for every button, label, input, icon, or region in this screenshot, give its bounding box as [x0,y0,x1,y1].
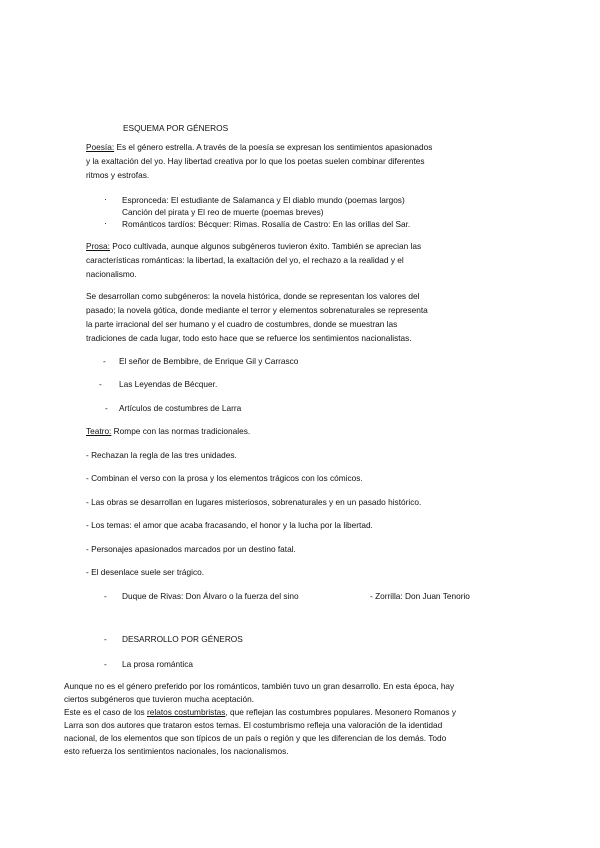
teatro-intro-line [86,425,250,437]
teatro-point-5: - Personajes apasionados marcados por un destino fatal. [86,544,296,554]
prosa-line-2: características románticas: la libertad, la exaltación del yo, el rechazo a la realidad y el [86,255,404,265]
poesia-line-3: ritmos y estrofas. [86,170,150,180]
bullet-marker: · [104,218,107,228]
teatro-point-3: - Las obras se desarrollan en lugares misteriosos, sobrenaturales y en un pasado histórico. [86,497,422,507]
relatos-costumbristas-term: relatos costumbristas [147,707,226,717]
poesia-bullet-1-line-2: Canción del pirata y El reo de muerte (poemas breves) [122,207,324,217]
poesia-line-1 [86,141,432,153]
teatro-works-right: - Zorrilla: Don Juan Tenorio [370,591,470,601]
bullet-marker: · [104,194,107,204]
list-dash: - [104,591,107,601]
prosa-item-3: Artículos de costumbres de Larra [119,403,242,413]
list-dash: - [103,356,106,366]
prosa-para2-line-3: la parte irracional del ser humano y el cuadro de costumbres, donde se muestran las [86,319,398,329]
poesia-label: Poesía: [86,142,115,152]
teatro-intro: Rompe con las normas tradicionales. [111,426,251,436]
teatro-point-2: - Combinan el verso con la prosa y los elementos trágicos con los cómicos. [86,473,363,483]
poesia-bullet-2: Románticos tardíos: Bécquer: Rimas. Rosalía de Castro: En las orillas del Sar. [122,219,411,229]
prosa-item-2: Las Leyendas de Bécquer. [119,379,218,389]
closing-line-3-pre: Este es el caso de los [64,707,148,717]
closing-line-3-post: , que reflejan las costumbres populares. Mesonero Romanos y [225,707,456,717]
teatro-point-6: - El desenlace suele ser trágico. [86,567,205,577]
list-dash: - [99,379,102,389]
prosa-line-1 [86,240,421,252]
prosa-para2-line-2: pasado; la novela gótica, donde mediante el terror y elementos sobrenaturales se representa [86,305,428,315]
list-dash: - [104,634,107,644]
prosa-label: Prosa: [86,241,110,251]
closing-line-2: ciertos subgéneros que tuvieron mucha aceptación. [64,694,255,704]
prosa-item-1: El señor de Bembibre, de Enrique Gil y Carrasco [119,356,299,366]
closing-line-4: Larra son dos autores que trataron estos temas. El costumbrismo refleja una valoración de la identidad [64,720,443,730]
section-heading-esquema: ESQUEMA POR GÉNEROS [123,123,229,133]
prosa-line-3: nacionalismo. [86,269,137,279]
prosa-para2-line-4: tradiciones de cada lugar, todo esto hace que se refuerce los sentimientos nacionalistas. [86,333,412,343]
closing-line-1: Aunque no es el género preferido por los románticos, también tuvo un gran desarrollo. En esta época, hay [64,681,455,691]
prosa-text-1: Poco cultivada, aunque algunos subgéneros tuvieron éxito. También se aprecian las [109,241,422,251]
teatro-point-4: - Los temas: el amor que acaba fracasando, el honor y la lucha por la libertad. [86,520,373,530]
closing-line-3 [64,706,456,718]
prosa-para2-line-1: Se desarrollan como subgéneros: la novela histórica, donde se representan los valores del [86,291,420,301]
list-dash: - [104,659,107,669]
teatro-point-1: - Rechazan la regla de las tres unidades. [86,450,237,460]
section-heading-desarrollo: DESARROLLO POR GÉNEROS [122,634,243,644]
poesia-text-1: Es el género estrella. A través de la poesía se expresan los sentimientos apasionados [114,142,433,152]
teatro-works-left: Duque de Rivas: Don Álvaro o la fuerza del sino [122,591,299,601]
subsection-heading-prosa-romantica: La prosa romántica [122,659,194,669]
teatro-label: Teatro: [86,426,112,436]
closing-line-5: nacional, de los elementos que son típicos de un país o región y que les diferencian de los demás. Todo [64,733,447,743]
closing-line-6: esto refuerza los sentimientos nacionales, los nacionalismos. [64,746,289,756]
list-dash: - [105,403,108,413]
poesia-line-2: y la exaltación del yo. Hay libertad creativa por lo que los poetas suelen combinar diferentes [86,156,425,166]
poesia-bullet-1-line-1: Espronceda: El estudiante de Salamanca y El diablo mundo (poemas largos) [122,195,405,205]
